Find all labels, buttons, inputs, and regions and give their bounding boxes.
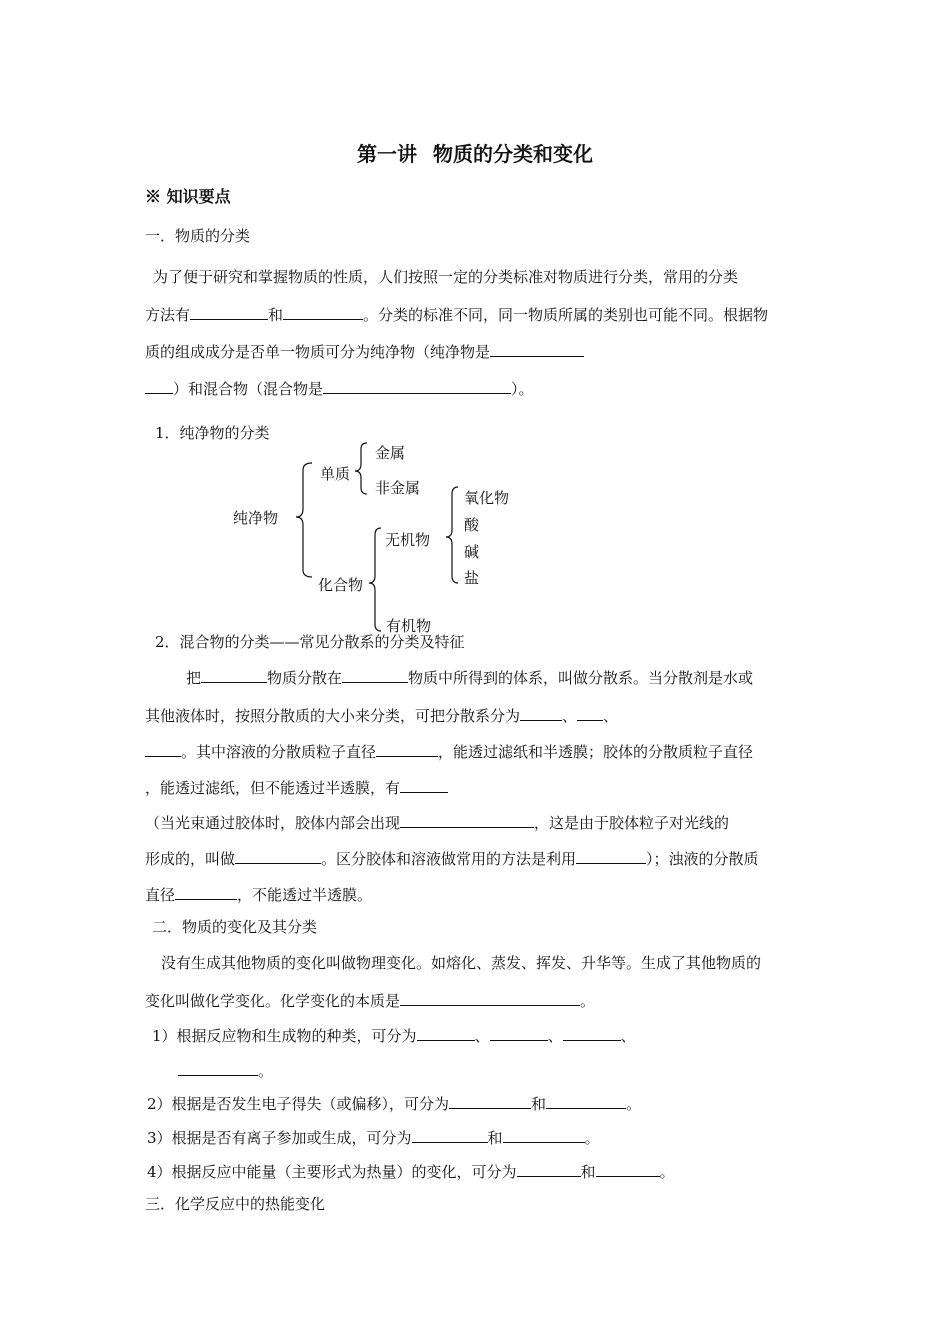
fill-blank[interactable] bbox=[342, 666, 408, 683]
tree-compound-label: 化合物 bbox=[318, 576, 364, 594]
paragraph-line: 其他液体时，按照分散质的大小来分类，可把分散系分为 、 、 bbox=[145, 704, 618, 726]
part3-heading: 三．化学反应中的热能变化 bbox=[145, 1195, 326, 1213]
tree-root-label: 纯净物 bbox=[233, 509, 279, 527]
inorganic-bracket bbox=[446, 487, 458, 583]
fill-blank[interactable] bbox=[175, 883, 237, 900]
page-title: 第一讲 物质的分类和变化 bbox=[357, 142, 593, 166]
part2-heading: 二．物质的变化及其分类 bbox=[152, 918, 318, 936]
fill-blank[interactable] bbox=[412, 1126, 488, 1143]
fill-blank[interactable] bbox=[546, 1092, 626, 1109]
fill-blank[interactable] bbox=[517, 1160, 581, 1177]
paragraph-line: 没有生成其他物质的变化叫做物理变化。如熔化、蒸发、挥发、升华等。生成了其他物质的 bbox=[161, 954, 762, 972]
tree-nonmetal-label: 非金属 bbox=[375, 479, 421, 497]
fill-blank[interactable] bbox=[503, 1126, 585, 1143]
tree-organic-label: 有机物 bbox=[386, 617, 432, 635]
root-bracket bbox=[296, 463, 312, 577]
tree-salt-label: 盐 bbox=[464, 569, 480, 587]
fill-blank[interactable] bbox=[145, 740, 181, 757]
tree-inorganic-label: 无机物 bbox=[385, 531, 431, 549]
fill-blank[interactable] bbox=[400, 776, 448, 793]
subsection-heading: 1．纯净物的分类 bbox=[155, 424, 270, 442]
paragraph-line: 形成的，叫做 。区分胶体和溶液做常用的方法是利用 ）；浊液的分散质 bbox=[145, 847, 759, 869]
compound-bracket bbox=[369, 528, 381, 631]
paragraph-line: ，能透过滤纸，但不能透过半透膜，有 bbox=[145, 776, 448, 798]
paragraph-line: 直径 ，不能透过半透膜。 bbox=[145, 883, 372, 905]
fill-blank[interactable] bbox=[376, 740, 438, 757]
section-heading: ※ 知识要点 bbox=[145, 187, 231, 206]
fill-blank[interactable] bbox=[417, 1024, 475, 1041]
paragraph-line: 把 物质分散在 物质中所得到的体系，叫做分散系。当分散剂是水或 bbox=[186, 666, 753, 688]
fill-blank[interactable] bbox=[449, 1092, 531, 1109]
tree-acid-label: 酸 bbox=[464, 516, 480, 534]
list-item: 3）根据是否有离子参加或生成，可分为 和 。 bbox=[147, 1126, 600, 1148]
tree-simple-label: 单质 bbox=[320, 465, 351, 483]
list-item: 1）根据反应物和生成物的种类，可分为 、 、 、 bbox=[152, 1024, 636, 1046]
fill-blank[interactable] bbox=[490, 1024, 548, 1041]
subsection-heading: 2．混合物的分类——常见分散系的分类及特征 bbox=[155, 633, 465, 651]
tree-metal-label: 金属 bbox=[375, 444, 406, 462]
fill-blank[interactable] bbox=[563, 1024, 621, 1041]
paragraph-line: 变化叫做化学变化。化学变化的本质是 。 bbox=[145, 989, 595, 1011]
fill-blank[interactable] bbox=[235, 847, 321, 864]
fill-blank[interactable] bbox=[400, 989, 580, 1006]
paragraph-line: 方法有 和 。分类的标准不同，同一物质所属的类别也可能不同。根据物 bbox=[145, 303, 768, 325]
fill-blank[interactable] bbox=[577, 704, 603, 721]
fill-blank[interactable] bbox=[576, 847, 646, 864]
part1-heading: 一．物质的分类 bbox=[145, 227, 251, 245]
paragraph-line: ）和混合物（混合物是 ）。 bbox=[145, 377, 534, 399]
list-item-continuation: 。 bbox=[178, 1059, 273, 1081]
fill-blank[interactable] bbox=[178, 1059, 258, 1076]
tree-oxide-label: 氧化物 bbox=[464, 489, 510, 507]
fill-blank[interactable] bbox=[596, 1160, 660, 1177]
paragraph-line: （当光束通过胶体时，胶体内部会出现 ，这是由于胶体粒子对光线的 bbox=[145, 811, 729, 833]
list-item: 4）根据反应中能量（主要形式为热量）的变化，可分为 和 。 bbox=[147, 1160, 675, 1182]
list-item: 2）根据是否发生电子得失（或偏移），可分为 和 。 bbox=[147, 1092, 641, 1114]
fill-blank[interactable] bbox=[201, 666, 267, 683]
tree-base-label: 碱 bbox=[464, 543, 480, 561]
paragraph-line: 质的组成成分是否单一物质可分为纯净物（纯净物是 bbox=[145, 340, 584, 362]
fill-blank[interactable] bbox=[520, 704, 562, 721]
paragraph-line: 为了便于研究和掌握物质的性质，人们按照一定的分类标准对物质进行分类，常用的分类 bbox=[153, 268, 739, 286]
paragraph-line: 。其中溶液的分散质粒子直径 ，能透过滤纸和半透膜；胶体的分散质粒子直径 bbox=[145, 740, 753, 762]
simple-bracket bbox=[355, 443, 367, 494]
fill-blank[interactable] bbox=[400, 811, 534, 828]
